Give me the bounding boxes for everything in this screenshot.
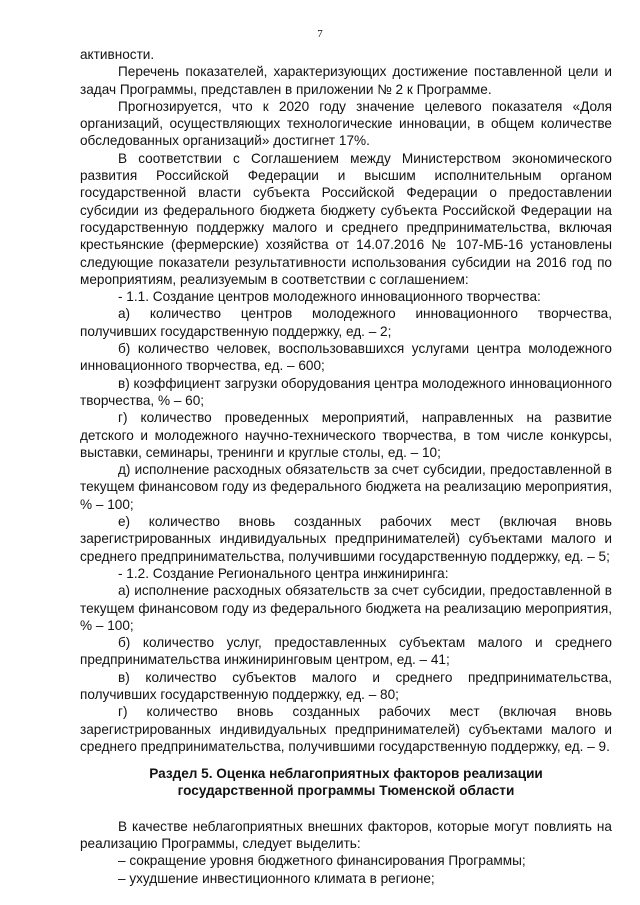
paragraph-indicators-list: Перечень показателей, характеризующих достижение поставленной цели и задач Программы, представлен в приложении № 2 к Программе. xyxy=(80,64,612,97)
list-item-1-1-a: а) количество центров молодежного инновационного творчества, получивших государственную поддержку, ед. – 2; xyxy=(80,306,612,339)
section-1-2-title: - 1.2. Создание Регионального центра инжиниринга: xyxy=(118,565,449,581)
page-number: 7 xyxy=(317,28,323,40)
list-item-1-2-v: в) количество субъектов малого и среднего предпринимательства, получивших государственную поддержку, ед. – 80; xyxy=(80,669,612,702)
paragraph-agreement: В соответствии с Соглашением между Министерством экономического развития Российской Федерации и высшим исполнительным органом государственной власти субъекта Российской Федерации о предоставлении субсидии из федерального бюджета бюджету субъекта Российской Федерации на государственную поддержку малого и среднего предпринимательства, включая крестьянские (фермерские) хозяйства от 14.07.2016 № 107-МБ-16 установлены следующие показатели результативности использования субсидии на 2016 год по мероприятиям, реализуемым в соответствии с соглашением: xyxy=(80,150,612,287)
factor-item-investment-climate: – ухудшение инвестиционного климата в регионе; xyxy=(118,870,435,886)
list-item-1-1-v: в) коэффициент загрузки оборудования центра молодежного инновационного творчества, % – 60; xyxy=(80,375,612,408)
list-item-1-1-b: б) количество человек, воспользовавшихся услугами центра молодежного инновационного творчества, ед. – 600; xyxy=(80,341,612,374)
section-1-1-title: - 1.1. Создание центров молодежного инновационного творчества: xyxy=(118,289,541,305)
list-item-1-2-b: б) количество услуг, предоставленных субъектам малого и среднего предпринимательства инжиниринговым центром, ед. – 41; xyxy=(80,635,612,668)
paragraph-unfavorable-factors: В качестве неблагоприятных внешних факторов, которые могут повлиять на реализацию Программы, следует выделить: xyxy=(80,818,612,852)
section-5-heading: Раздел 5. Оценка неблагоприятных факторов реализации государственной программы Тюменской области xyxy=(149,766,543,799)
paragraph-continuation: активности. xyxy=(80,47,155,62)
list-item-1-1-g: г) количество проведенных мероприятий, направленных на развитие детского и молодежного научно-технического творчества, в том числе конкурсы, выставки, семинары, тренинги и круглые столы, ед. – 10; xyxy=(80,410,612,460)
list-item-1-1-d: д) исполнение расходных обязательств за счет субсидии, предоставленной в текущем финансовом году из федерального бюджета на реализацию мероприятия, % – 100; xyxy=(80,462,612,512)
list-item-1-2-g: г) количество вновь созданных рабочих мест (включая вновь зарегистрированных индивидуальных предпринимателей) субъектами малого и среднего предпринимательства, получившими государственную поддержку, ед. – 9. xyxy=(80,704,612,754)
list-item-1-2-a: а) исполнение расходных обязательств за счет субсидии, предоставленной в текущем финансовом году из федерального бюджета на реализацию мероприятия, % – 100; xyxy=(80,583,612,633)
document-body xyxy=(80,46,612,887)
paragraph-forecast: Прогнозируется, что к 2020 году значение целевого показателя «Доля организаций, осуществляющих технологические инновации, в общем количестве обследованных организаций» достигнет 17%. xyxy=(80,98,612,149)
factor-item-budget: – сокращение уровня бюджетного финансирования Программы; xyxy=(118,853,526,869)
list-item-1-1-e: е) количество вновь созданных рабочих мест (включая вновь зарегистрированных индивидуальных предпринимателей) субъектами малого и среднего предпринимательства, получившими государственную поддержку, ед. – 5; xyxy=(80,514,612,564)
